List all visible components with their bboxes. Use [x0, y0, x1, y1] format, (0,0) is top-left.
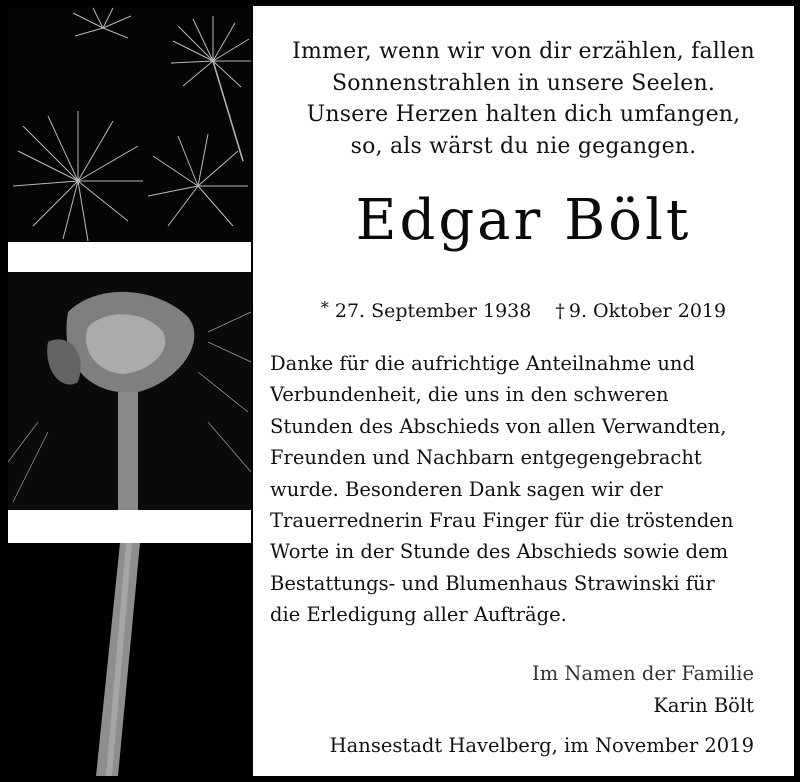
place-date: Hansestadt Havelberg, im November 2019	[329, 734, 754, 757]
birth-symbol: *	[320, 298, 329, 317]
thanks-line: die Erledigung aller Aufträge.	[270, 603, 567, 627]
poem	[253, 36, 794, 162]
death-date: 9. Oktober 2019	[568, 300, 727, 322]
family-line: Im Namen der Familie	[532, 662, 754, 685]
dandelion-stem-image	[8, 543, 251, 776]
thanks-line: wurde. Besonderen Dank sagen wir der	[270, 477, 663, 501]
obituary-panel	[253, 6, 794, 776]
dandelion-seeds-photo	[8, 6, 251, 242]
thanks-line: Stunden des Abschieds von allen Verwandten,	[270, 414, 727, 438]
photo-divider	[8, 242, 251, 272]
signer-name: Karin Bölt	[653, 694, 754, 717]
dandelion-flower-image	[8, 272, 251, 510]
poem-line: Unsere Herzen halten dich umfangen,	[306, 102, 741, 127]
thanks-line: Worte in der Stunde des Abschieds sowie dem	[270, 540, 729, 564]
dandelion-stem-photo	[8, 543, 251, 776]
signature-block	[532, 658, 754, 722]
dandelion-flower-photo	[8, 272, 251, 510]
life-dates	[253, 298, 794, 322]
thanks-line: Danke für die aufrichtige Anteilnahme und	[270, 352, 695, 375]
thanks-line: Trauerrednerin Frau Finger für die tröstenden	[270, 509, 734, 533]
dandelion-seeds-image	[8, 6, 251, 242]
photo-divider	[8, 510, 251, 543]
birth-date: 27. September 1938	[334, 300, 532, 322]
poem-line: Sonnenstrahlen in unsere Seelen.	[331, 70, 716, 96]
thanks-line: Verbundenheit, die uns in den schweren	[270, 383, 669, 407]
thanks-paragraph	[270, 348, 780, 631]
poem-line: so, als wärst du nie gegangen.	[350, 133, 697, 159]
poem-line: Immer, wenn wir von dir erzählen, fallen	[292, 39, 755, 64]
thanks-line: Freunden und Nachbarn entgegengebracht	[270, 446, 702, 470]
deceased-name: Edgar Bölt	[355, 188, 692, 253]
thanks-line: Bestattungs- und Blumenhaus Strawinski für	[270, 571, 715, 595]
death-cross-icon: †	[555, 300, 565, 322]
